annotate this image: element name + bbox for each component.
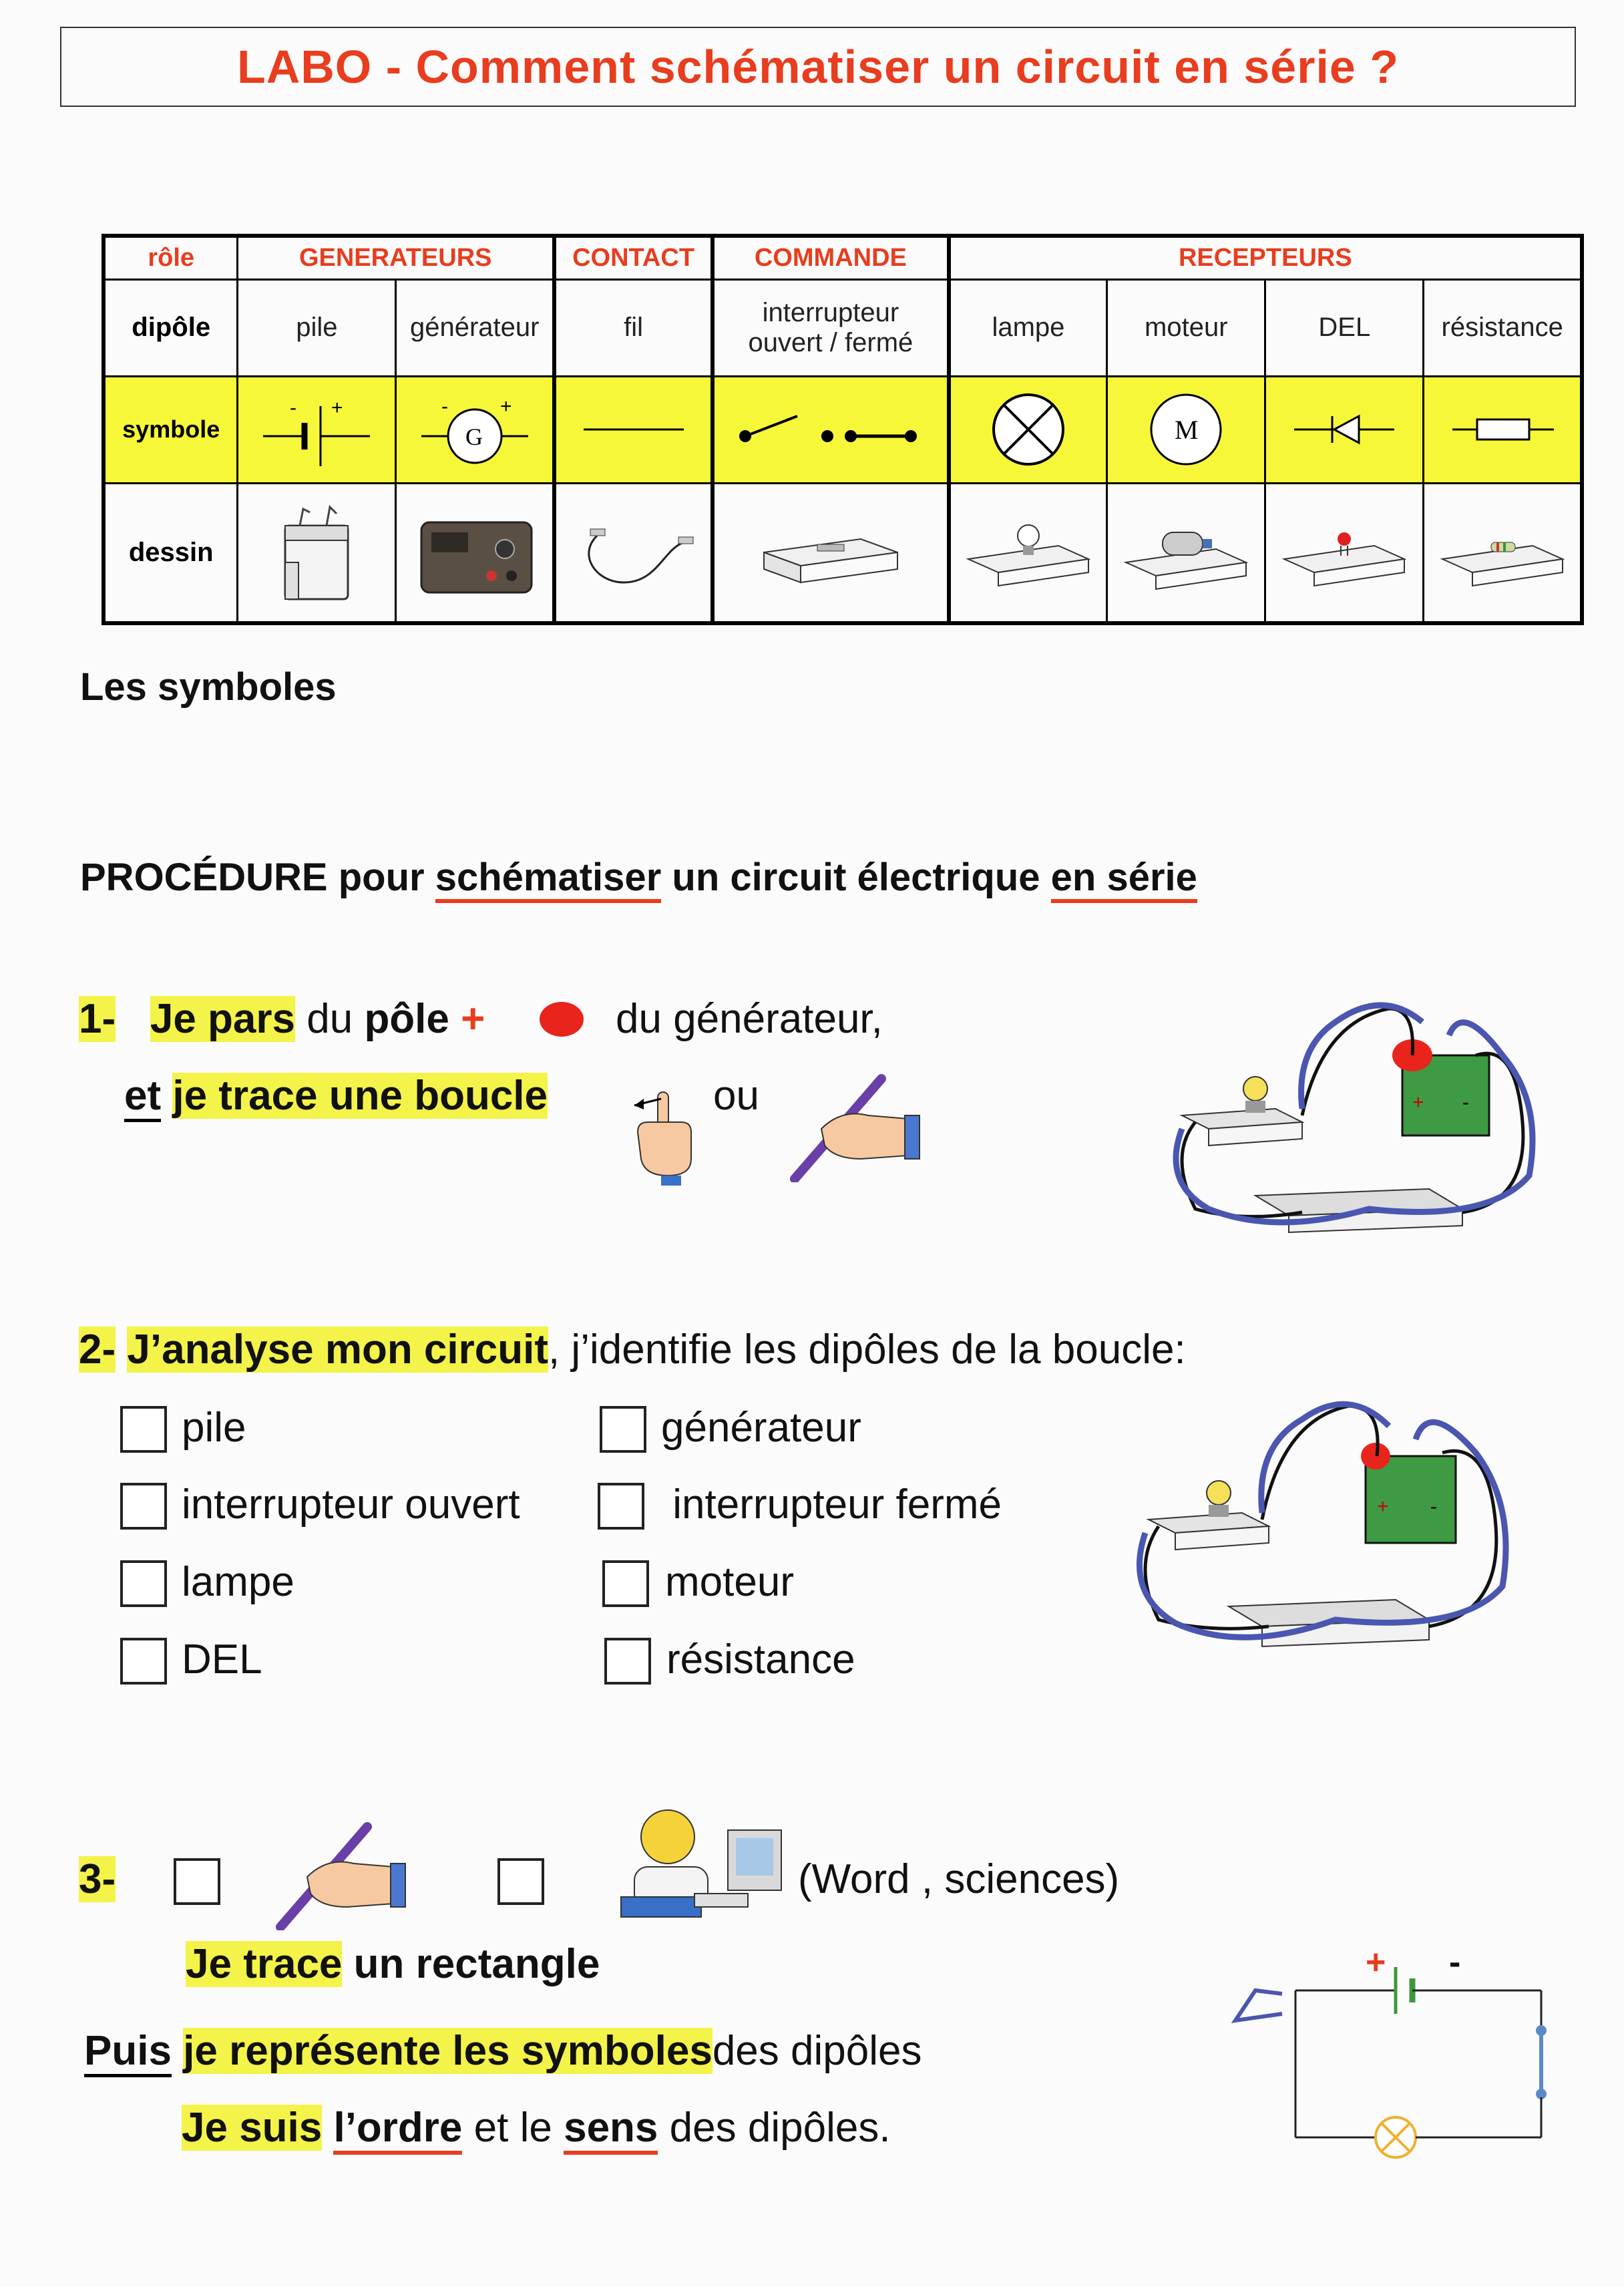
motor-drawing-icon — [1116, 506, 1256, 599]
computer-user-icon — [594, 1803, 795, 1924]
step1-number: 1- — [79, 996, 116, 1042]
step1-line1 — [79, 995, 485, 1043]
generator-minus-label: - — [441, 395, 448, 417]
step3-sens: sens — [564, 2105, 658, 2155]
circuit2-plus-label: + — [1377, 1496, 1389, 1518]
step2-line — [79, 1326, 1186, 1373]
step3-puis: Puis — [84, 2028, 172, 2077]
pointing-finger-icon — [621, 1085, 701, 1186]
wire-drawing-icon — [570, 509, 697, 596]
step3-je-trace: Je trace — [186, 1941, 343, 1987]
step2-analyse: J’analyse mon circuit — [127, 1327, 548, 1373]
circuit2-minus-label: - — [1430, 1496, 1437, 1518]
checkbox-interrupteur-ouvert[interactable] — [120, 1483, 167, 1530]
switch-drawing-icon — [754, 512, 907, 592]
step3-lordre: l’ordre — [333, 2105, 462, 2155]
wire-symbol-icon — [574, 416, 694, 443]
title-box — [60, 27, 1576, 107]
checkbox-del[interactable] — [120, 1638, 167, 1685]
dipole-lampe: lampe — [949, 279, 1107, 376]
dipole-interrupteur — [713, 279, 949, 376]
option-resistance: résistance — [666, 1636, 855, 1683]
step2-rest: , j’identifie les dipôles de la boucle: — [548, 1327, 1186, 1373]
step1-du: du — [307, 996, 353, 1042]
symbol-lampe — [949, 376, 1107, 483]
lamp-drawing-icon — [958, 506, 1098, 599]
checkbox-resistance[interactable] — [604, 1638, 651, 1685]
step3-des-dipoles2: des dipôles. — [669, 2105, 891, 2151]
step3-number-wrap — [79, 1856, 116, 1903]
schematic-plus-label: + — [1366, 1943, 1386, 1982]
checkbox-computer[interactable] — [497, 1858, 544, 1905]
step1-pole: pôle — [364, 996, 449, 1042]
checkbox-lampe[interactable] — [120, 1560, 167, 1607]
battery-drawing-icon — [273, 499, 360, 606]
symbol-pile — [238, 376, 396, 483]
step3-line3 — [84, 2027, 922, 2075]
role-recepteurs: RECEPTEURS — [949, 236, 1582, 279]
step1-je-trace-boucle: je trace une boucle — [172, 1073, 548, 1119]
writing-hand-icon-2 — [267, 1817, 407, 1930]
procedure-heading — [80, 855, 1197, 900]
option-interrupteur-ferme: interrupteur fermé — [661, 1481, 1002, 1528]
led-drawing-icon — [1274, 506, 1414, 599]
drawing-generateur — [396, 483, 554, 623]
step3-je-suis: Je suis — [182, 2105, 323, 2151]
procedure-pour: pour — [338, 856, 425, 899]
step3-je-represente: je représente les symboles — [183, 2028, 713, 2074]
step3-line2 — [186, 1940, 600, 1988]
drawing-moteur — [1107, 483, 1265, 623]
symbol-fil — [554, 376, 713, 483]
circuit1-plus-label: + — [1412, 1091, 1424, 1113]
step1-ou: ou — [713, 1073, 759, 1119]
page-title: LABO - Comment schématiser un circuit en série ? — [236, 41, 1400, 93]
row-label-symbole: symbole — [104, 376, 238, 483]
generator-letter: G — [465, 423, 483, 450]
circuit-loop-picture-2 — [1129, 1386, 1522, 1680]
procedure-en-serie: en série — [1051, 856, 1197, 903]
step1-line2 — [124, 1072, 548, 1119]
row-label-role: rôle — [104, 236, 238, 279]
symbol-resistance — [1424, 376, 1582, 483]
red-dot-icon — [540, 1002, 584, 1037]
step1-je-pars: Je pars — [150, 996, 295, 1042]
role-generateurs: GENERATEURS — [238, 236, 554, 279]
writing-hand-icon — [781, 1069, 922, 1182]
generator-symbol-icon — [415, 393, 535, 466]
battery-symbol-icon — [256, 393, 377, 466]
role-contact: CONTACT — [554, 236, 713, 279]
step3-line4 — [182, 2104, 891, 2151]
resistor-drawing-icon — [1432, 506, 1573, 599]
procedure-word: PROCÉDURE — [80, 856, 328, 899]
battery-minus-label: - — [290, 397, 297, 419]
led-symbol-icon — [1284, 403, 1404, 456]
drawing-resistance — [1424, 483, 1582, 623]
drawing-pile — [238, 483, 396, 623]
schematic-minus-label: - — [1449, 1943, 1461, 1982]
dipole-fil: fil — [554, 279, 713, 376]
lamp-symbol-icon — [985, 389, 1072, 470]
option-interrupteur-ouvert: interrupteur ouvert — [182, 1481, 520, 1528]
circuit-loop-picture-1 — [1169, 982, 1543, 1249]
drawing-lampe — [949, 483, 1107, 623]
checkbox-generateur[interactable] — [600, 1406, 646, 1453]
battery-plus-label: + — [331, 397, 343, 419]
section-title-symboles: Les symboles — [80, 665, 337, 709]
dipole-moteur: moteur — [1107, 279, 1265, 376]
row-label-dessin: dessin — [104, 483, 238, 623]
checkbox-hand-drawing[interactable] — [174, 1858, 220, 1905]
switch-symbols-icon — [731, 403, 931, 456]
checkbox-moteur[interactable] — [602, 1560, 649, 1607]
symbol-moteur — [1107, 376, 1265, 483]
procedure-middle: un circuit électrique — [672, 856, 1040, 899]
hand-drawn-arrow-icon — [1235, 1990, 1282, 2020]
procedure-schematiser: schématiser — [435, 856, 662, 903]
symbol-generateur — [396, 376, 554, 483]
drawing-del — [1265, 483, 1424, 623]
step3-un-rectangle: un rectangle — [353, 1941, 600, 1987]
role-commande: COMMANDE — [713, 236, 949, 279]
drawing-fil — [554, 483, 713, 623]
resistor-symbol-icon — [1442, 403, 1563, 456]
generator-plus-label: + — [499, 395, 512, 417]
row-label-dipole: dipôle — [104, 279, 238, 376]
option-moteur: moteur — [665, 1559, 794, 1605]
dipole-generateur: générateur — [396, 279, 554, 376]
option-pile: pile — [182, 1405, 246, 1451]
dipole-del: DEL — [1265, 279, 1424, 376]
option-lampe: lampe — [182, 1559, 294, 1605]
symbols-table — [102, 234, 1584, 625]
step2-number: 2- — [79, 1327, 116, 1373]
motor-letter: M — [1175, 415, 1199, 445]
motor-symbol-icon — [1143, 389, 1229, 470]
symbol-interrupteur — [713, 376, 949, 483]
step1-plus: + — [461, 996, 485, 1042]
step3-des-dipoles: des dipôles — [712, 2028, 922, 2074]
drawing-interrupteur — [713, 483, 949, 623]
step3-word-sciences: (Word , sciences) — [798, 1856, 1120, 1902]
option-del: DEL — [182, 1636, 262, 1683]
checkbox-pile[interactable] — [120, 1406, 167, 1453]
step3-et-le: et le — [473, 2105, 552, 2151]
checkbox-interrupteur-ferme[interactable] — [598, 1483, 644, 1530]
dipole-resistance: résistance — [1424, 279, 1582, 376]
dipole-pile: pile — [238, 279, 396, 376]
circuit1-minus-label: - — [1462, 1091, 1469, 1113]
symbol-del — [1265, 376, 1424, 483]
dipole-interrupteur-line2: ouvert / fermé — [748, 327, 914, 357]
step1-et: et — [124, 1073, 161, 1122]
dipole-interrupteur-line1: interrupteur — [762, 297, 899, 327]
option-generateur: générateur — [661, 1405, 861, 1451]
step3-number: 3- — [79, 1856, 116, 1902]
generator-drawing-icon — [411, 502, 538, 602]
step1-du-generateur: du générateur, — [616, 996, 883, 1042]
circuit-schematic-diagram — [1195, 1937, 1563, 2177]
